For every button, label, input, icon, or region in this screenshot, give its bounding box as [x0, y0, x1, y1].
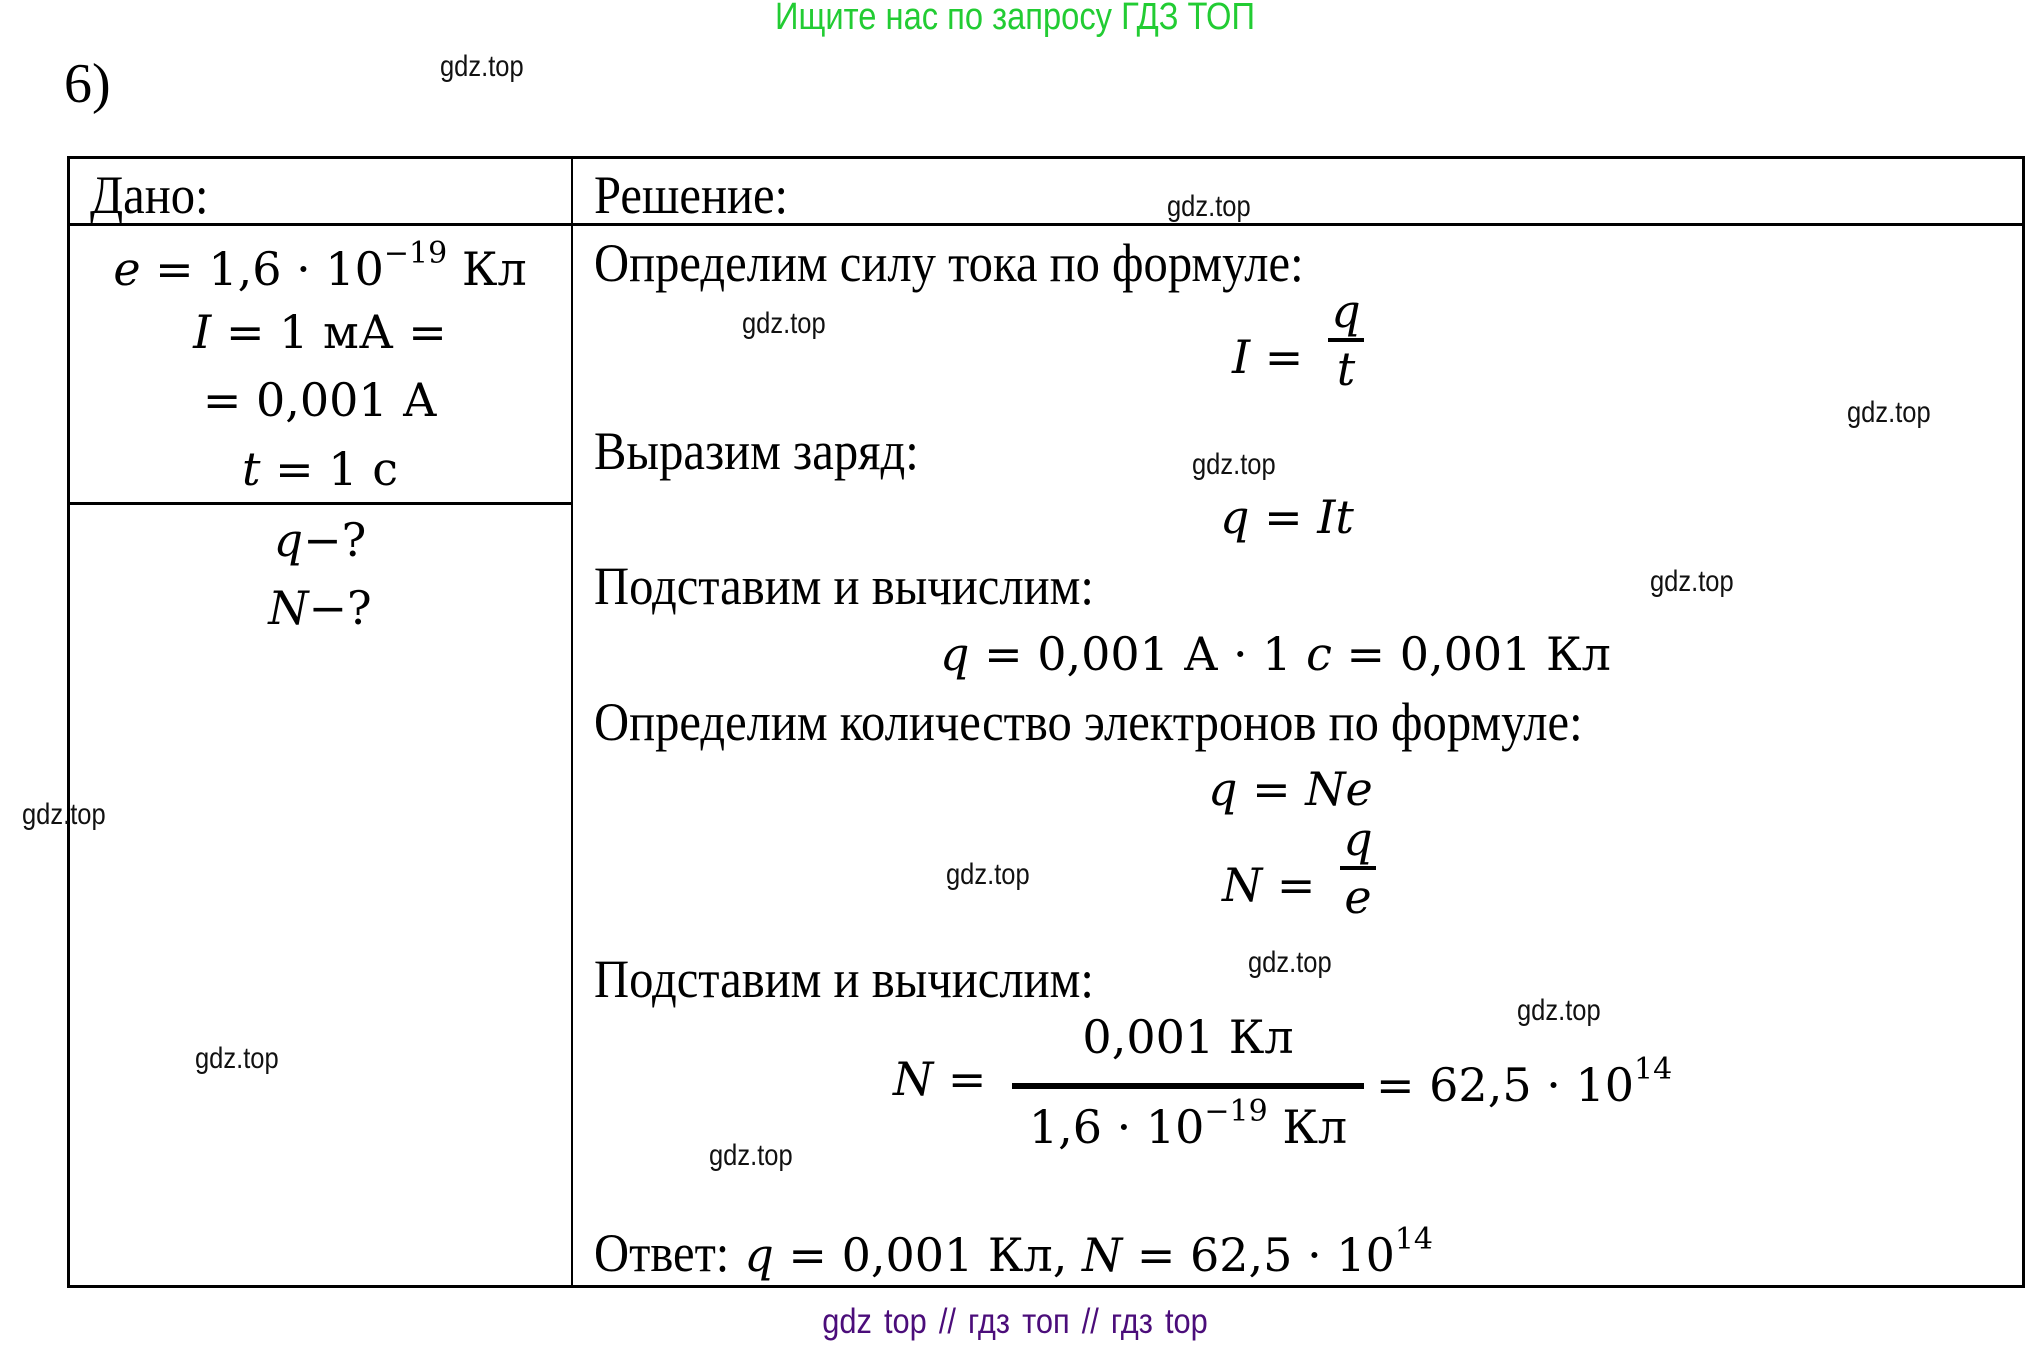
given-current	[193, 305, 447, 359]
var-q: q	[1220, 490, 1250, 544]
answer-line	[594, 1222, 1433, 1284]
promo-banner: Ищите нас по запросу ГДЗ ТОП	[775, 0, 1255, 38]
given-time	[242, 442, 398, 496]
step-2-text: Выразим заряд:	[594, 421, 919, 481]
var-I: I	[193, 305, 212, 359]
given-current-converted: = 0,001 А	[202, 373, 438, 427]
denominator-exponent: −19	[1204, 1094, 1268, 1129]
fraction-denominator: e	[1344, 870, 1372, 924]
watermark: gdz.top	[1517, 994, 1601, 1027]
fraction-numerator: q	[1343, 812, 1373, 866]
result-value: = 62,5 · 10	[1376, 1058, 1634, 1112]
solution-header: Решение:	[594, 165, 789, 225]
var-It: It	[1317, 490, 1354, 544]
formula-current-lhs: I =	[1232, 330, 1304, 384]
find-N-mark: −?	[308, 581, 372, 635]
formula-N-denominator	[1029, 1094, 1347, 1154]
given-header: Дано:	[90, 165, 209, 225]
equals-sign: =	[1237, 762, 1306, 816]
header-divider	[67, 223, 2025, 226]
var-N: N	[893, 1052, 934, 1106]
watermark: gdz.top	[1847, 396, 1931, 429]
footer-watermark: gdz top // гдз топ // гдз top	[822, 1302, 1208, 1341]
formula-N-calc-lhs	[893, 1052, 986, 1106]
watermark: gdz.top	[440, 50, 524, 83]
var-e: e	[113, 242, 141, 296]
step-3-text: Подставим и вычислим:	[594, 556, 1094, 616]
given-e-exponent: −19	[383, 236, 448, 271]
formula-charge-calc	[940, 627, 1611, 681]
watermark: gdz.top	[1248, 946, 1332, 979]
formula-current-fraction	[1328, 284, 1364, 396]
var-q: q	[1208, 762, 1238, 816]
step-4-text: Определим количество электронов по формуле:	[594, 692, 1583, 752]
answer-exponent: 14	[1394, 1222, 1434, 1257]
formula-N-numerator: 0,001 Кл	[1082, 1010, 1294, 1064]
var-Ne: Ne	[1305, 762, 1373, 816]
find-q-mark: −?	[303, 513, 367, 567]
calc-middle: = 0,001 А · 1	[969, 627, 1307, 681]
formula-charge	[1220, 490, 1354, 544]
given-charge	[113, 236, 526, 296]
find-q	[274, 513, 367, 567]
given-I-value: = 1 мА =	[211, 305, 447, 359]
watermark: gdz.top	[1167, 190, 1251, 223]
var-q: q	[744, 1228, 774, 1282]
equals-sign: =	[933, 1052, 987, 1106]
fraction-numerator: q	[1331, 284, 1361, 338]
fraction-denominator: t	[1336, 342, 1356, 396]
formula-N-lhs: N =	[1222, 858, 1316, 912]
watermark: gdz.top	[195, 1042, 279, 1075]
var-N: N	[268, 581, 309, 635]
step-5-text: Подставим и вычислим:	[594, 949, 1094, 1009]
step-1-text: Определим силу тока по формуле:	[594, 233, 1304, 293]
formula-q-Ne	[1208, 762, 1373, 816]
var-N: N	[1081, 1228, 1123, 1282]
answer-q-value: = 0,001 Кл,	[773, 1228, 1082, 1282]
find-N	[268, 581, 371, 635]
watermark: gdz.top	[946, 858, 1030, 891]
equals-sign: =	[1249, 490, 1318, 544]
var-q: q	[273, 513, 304, 567]
result-exponent: 14	[1634, 1052, 1673, 1087]
var-q: q	[940, 627, 970, 681]
denominator-base: 1,6 · 10	[1028, 1100, 1205, 1154]
given-divider	[67, 502, 572, 505]
denominator-unit: Кл	[1267, 1100, 1348, 1154]
given-t-value: = 1 с	[260, 442, 398, 496]
task-number: 6)	[64, 53, 111, 115]
watermark: gdz.top	[742, 307, 826, 340]
given-e-unit: Кл	[447, 242, 527, 296]
column-divider	[571, 156, 573, 1288]
var-c: c	[1306, 627, 1332, 681]
formula-N-fraction	[1340, 812, 1376, 924]
watermark: gdz.top	[22, 798, 106, 831]
watermark: gdz.top	[1650, 565, 1734, 598]
formula-N-result	[1376, 1052, 1672, 1112]
answer-N-value: = 62,5 · 10	[1122, 1228, 1395, 1282]
watermark: gdz.top	[1192, 448, 1276, 481]
calc-result: = 0,001 Кл	[1331, 627, 1611, 681]
fraction-bar	[1012, 1083, 1364, 1089]
answer-label: Ответ:	[594, 1223, 730, 1283]
given-e-value: = 1,6 · 10	[140, 242, 384, 296]
watermark: gdz.top	[709, 1139, 793, 1172]
var-t: t	[242, 442, 261, 496]
